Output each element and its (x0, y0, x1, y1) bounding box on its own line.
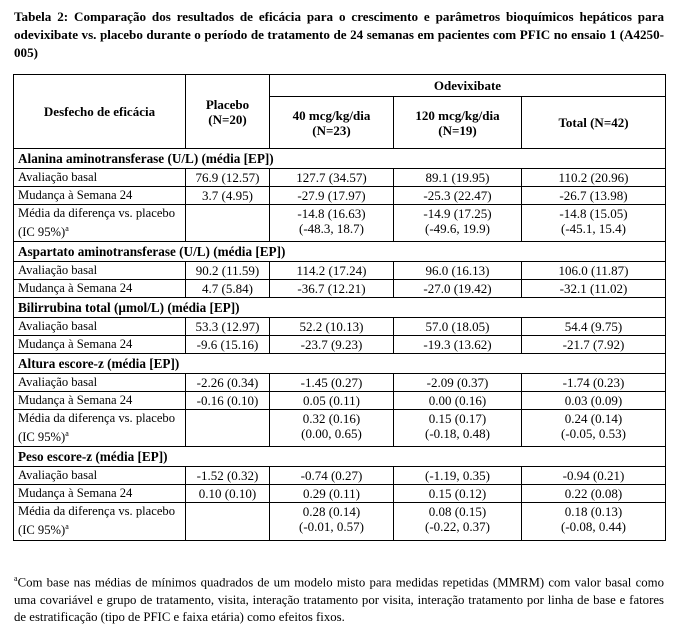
cell-d40-value: -14.8 (16.63) (297, 206, 366, 221)
cell-d120-value: 0.15 (0.12) (428, 486, 487, 502)
cell-total-value: -21.7 (7.92) (562, 337, 625, 353)
row-label-text: Mudança à Semana 24 (18, 393, 133, 408)
table-row (14, 169, 666, 187)
cell-total-value: 0.18 (0.13) (564, 504, 623, 520)
cell-placebo-value: 3.7 (4.95) (202, 188, 253, 203)
cell-placebo-value: -2.26 (0.34) (196, 375, 259, 391)
cell-d40-ci: (-48.3, 18.7) (299, 221, 364, 236)
cell-d40 (270, 169, 394, 187)
cell-d40 (270, 187, 394, 205)
row-label-text: Mudança à Semana 24 (18, 337, 133, 352)
cell-d40-value: 0.05 (0.11) (303, 393, 360, 409)
row-label-text: Avaliação basal (18, 263, 98, 278)
cell-placebo-value: 76.9 (12.57) (195, 170, 260, 185)
cell-total (522, 262, 666, 280)
cell-d120 (394, 280, 522, 298)
row-label-text: Média da diferença vs. placebo (IC 95%) (18, 504, 175, 538)
cell-d120 (394, 392, 522, 410)
table-row (14, 467, 666, 485)
cell-d40-value: -0.74 (0.27) (300, 468, 363, 484)
cell-total (522, 467, 666, 485)
cell-placebo (186, 187, 270, 205)
cell-placebo (186, 262, 270, 280)
cell-d120-ci: (-0.22, 0.37) (425, 519, 490, 535)
header-dose40-label: 40 mcg/kg/dia (292, 107, 371, 123)
header-total: Total (N=42) (522, 97, 666, 149)
table-row (14, 374, 666, 392)
section-header-row (14, 149, 666, 169)
cell-d120-value: 57.0 (18.05) (425, 319, 490, 335)
cell-total (522, 280, 666, 298)
table-row (14, 318, 666, 336)
cell-placebo (186, 485, 270, 503)
row-label-text: Média da diferença vs. placebo (IC 95%) (18, 206, 175, 240)
cell-placebo-value: -0.16 (0.10) (196, 393, 259, 409)
cell-d40 (270, 485, 394, 503)
cell-d120 (394, 503, 522, 540)
cell-placebo (186, 318, 270, 336)
cell-total (522, 205, 666, 242)
cell-d120-value: (-1.19, 0.35) (425, 468, 490, 484)
row-label (14, 485, 186, 503)
cell-d40 (270, 280, 394, 298)
cell-placebo (186, 503, 270, 540)
table-row (14, 503, 666, 540)
cell-placebo-value: 90.2 (11.59) (195, 263, 260, 279)
header-endpoint: Desfecho de eficácia (14, 75, 186, 149)
row-label (14, 169, 186, 187)
cell-d120-value: 0.08 (0.15) (428, 504, 487, 520)
cell-d40-value: 114.2 (17.24) (296, 263, 367, 279)
cell-d120-value: -14.9 (17.25) (423, 206, 492, 221)
header-dose120 (394, 97, 522, 149)
cell-total-value: 54.4 (9.75) (564, 319, 623, 335)
cell-total-value: -0.94 (0.21) (562, 468, 625, 484)
cell-d40-value: -23.7 (9.23) (300, 337, 363, 353)
header-dose120-n: (N=19) (438, 122, 477, 138)
table-row (14, 187, 666, 205)
cell-d40 (270, 262, 394, 280)
row-label (14, 336, 186, 354)
header-drug: Odevixibate (270, 75, 666, 97)
cell-d40-value: -36.7 (12.21) (297, 281, 366, 297)
table-row (14, 392, 666, 410)
row-label-text: Avaliação basal (18, 170, 98, 184)
table-body (14, 149, 666, 541)
cell-total (522, 187, 666, 205)
cell-d40 (270, 467, 394, 485)
header-dose120-label: 120 mcg/kg/dia (415, 107, 500, 123)
cell-total-value: 106.0 (11.87) (558, 263, 629, 279)
cell-placebo-value: -9.6 (15.16) (196, 337, 259, 353)
cell-d120-value: -19.3 (13.62) (423, 337, 492, 353)
cell-d40 (270, 392, 394, 410)
cell-total-value: -26.7 (13.98) (559, 188, 628, 203)
footnote-ref: a (65, 522, 69, 532)
cell-d40-value: 127.7 (34.57) (296, 170, 367, 185)
cell-d120 (394, 336, 522, 354)
cell-total (522, 503, 666, 540)
cell-d40-value: 0.29 (0.11) (303, 486, 360, 502)
row-label-text: Avaliação basal (18, 319, 98, 334)
cell-placebo (186, 410, 270, 447)
header-placebo (186, 75, 270, 149)
cell-d120-value: 0.00 (0.16) (428, 393, 487, 409)
footnote-mark: a (14, 574, 18, 583)
row-label-text: Avaliação basal (18, 468, 98, 483)
cell-d40-ci: (0.00, 0.65) (301, 426, 362, 442)
cell-d40-value: 0.28 (0.14) (302, 504, 361, 520)
efficacy-table (13, 74, 666, 541)
table-title: Tabela 2: Comparação dos resultados de eficácia para o crescimento e parâmetros bioquímicos hepáticos para odevixibate vs. placebo durante o período de tratamento de 24 semanas em pacientes com PFIC no ensaio 1 (A4250-005) (14, 9, 664, 60)
cell-d40 (270, 318, 394, 336)
cell-total (522, 169, 666, 187)
cell-d120 (394, 318, 522, 336)
table-row (14, 410, 666, 447)
cell-placebo-value: 0.10 (0.10) (198, 486, 257, 502)
cell-d120 (394, 169, 522, 187)
cell-total-ci: (-45.1, 15.4) (561, 221, 626, 236)
footnote-ref: a (65, 224, 69, 233)
row-label (14, 410, 186, 447)
cell-total (522, 318, 666, 336)
row-label (14, 318, 186, 336)
cell-placebo (186, 205, 270, 242)
cell-d120-value: 96.0 (16.13) (425, 263, 490, 279)
cell-d120 (394, 262, 522, 280)
cell-d120-value: -27.0 (19.42) (423, 281, 492, 297)
row-label (14, 503, 186, 540)
cell-placebo-value: -1.52 (0.32) (196, 468, 259, 484)
cell-d120-ci: (-0.18, 0.48) (425, 426, 490, 442)
cell-d120-ci: (-49.6, 19.9) (425, 221, 490, 236)
row-label-text: Média da diferença vs. placebo (IC 95%) (18, 411, 175, 445)
row-label (14, 392, 186, 410)
cell-d120-value: 0.15 (0.17) (428, 411, 487, 427)
cell-placebo (186, 280, 270, 298)
cell-d40 (270, 374, 394, 392)
row-label-text: Mudança à Semana 24 (18, 281, 133, 296)
cell-placebo-value: 4.7 (5.84) (202, 281, 253, 297)
cell-total-ci: (-0.08, 0.44) (561, 519, 626, 535)
cell-d40 (270, 205, 394, 242)
header-placebo-label: Placebo (205, 96, 250, 112)
cell-total-ci: (-0.05, 0.53) (561, 426, 626, 442)
section-header-row (14, 447, 666, 467)
row-label (14, 205, 186, 242)
header-dose40 (270, 97, 394, 149)
cell-total-value: -14.8 (15.05) (559, 206, 628, 221)
footnote-ref: a (65, 429, 69, 439)
cell-d40 (270, 503, 394, 540)
cell-total-value: 0.03 (0.09) (564, 393, 623, 409)
section-heading: Peso escore-z (média [EP]) (14, 447, 666, 467)
cell-total-value: 0.24 (0.14) (564, 411, 623, 427)
cell-total-value: 110.2 (20.96) (558, 170, 629, 185)
section-heading: Aspartato aminotransferase (U/L) (média [EP]) (14, 242, 666, 262)
cell-d40-value: -27.9 (17.97) (297, 188, 366, 203)
header-dose40-n: (N=23) (312, 122, 351, 138)
table-row (14, 280, 666, 298)
cell-d120-value: -2.09 (0.37) (426, 375, 489, 391)
row-label (14, 262, 186, 280)
cell-d120-value: 89.1 (19.95) (425, 170, 490, 185)
section-heading: Altura escore-z (média [EP]) (14, 354, 666, 374)
cell-d40 (270, 336, 394, 354)
cell-total (522, 485, 666, 503)
section-header-row (14, 354, 666, 374)
table-row (14, 205, 666, 242)
cell-d40-ci: (-0.01, 0.57) (299, 519, 364, 535)
header-placebo-n: (N=20) (208, 111, 247, 127)
cell-d40 (270, 410, 394, 447)
cell-placebo-value: 53.3 (12.97) (195, 319, 260, 335)
cell-total-value: -32.1 (11.02) (559, 281, 628, 297)
footnote (14, 570, 664, 627)
table-row (14, 336, 666, 354)
row-label-text: Mudança à Semana 24 (18, 188, 133, 202)
table-row (14, 485, 666, 503)
row-label (14, 187, 186, 205)
row-label (14, 374, 186, 392)
cell-placebo (186, 392, 270, 410)
section-heading: Bilirrubina total (µmol/L) (média [EP]) (14, 298, 666, 318)
cell-d120-value: -25.3 (22.47) (423, 188, 492, 203)
row-label-text: Mudança à Semana 24 (18, 486, 133, 501)
cell-total (522, 392, 666, 410)
cell-d120 (394, 187, 522, 205)
cell-total (522, 410, 666, 447)
cell-total-value: 0.22 (0.08) (564, 486, 623, 502)
cell-placebo (186, 336, 270, 354)
section-header-row (14, 242, 666, 262)
footnote-text: Com base nas médias de mínimos quadrados de um modelo misto para medidas repetidas (MMRM) com valor basal como uma covariável e grupo de tratamento, visita, interação tratamento por visita, interação tratamento por linha de base e fatores de estratificação (tipo de PFIC e faixa etária) como efeitos fixos. (14, 575, 664, 625)
cell-d40-value: 0.32 (0.16) (302, 411, 361, 427)
section-header-row (14, 298, 666, 318)
cell-placebo (186, 374, 270, 392)
cell-placebo (186, 169, 270, 187)
cell-total-value: -1.74 (0.23) (562, 375, 625, 391)
cell-d120 (394, 410, 522, 447)
cell-total (522, 336, 666, 354)
cell-d120 (394, 467, 522, 485)
cell-d40-value: -1.45 (0.27) (300, 375, 363, 391)
cell-d40-value: 52.2 (10.13) (299, 319, 364, 335)
cell-total (522, 374, 666, 392)
cell-d120 (394, 374, 522, 392)
row-label (14, 467, 186, 485)
cell-placebo (186, 467, 270, 485)
row-label (14, 280, 186, 298)
table-row (14, 262, 666, 280)
cell-d120 (394, 205, 522, 242)
section-heading: Alanina aminotransferase (U/L) (média [EP]) (14, 149, 666, 169)
row-label-text: Avaliação basal (18, 375, 98, 390)
cell-d120 (394, 485, 522, 503)
